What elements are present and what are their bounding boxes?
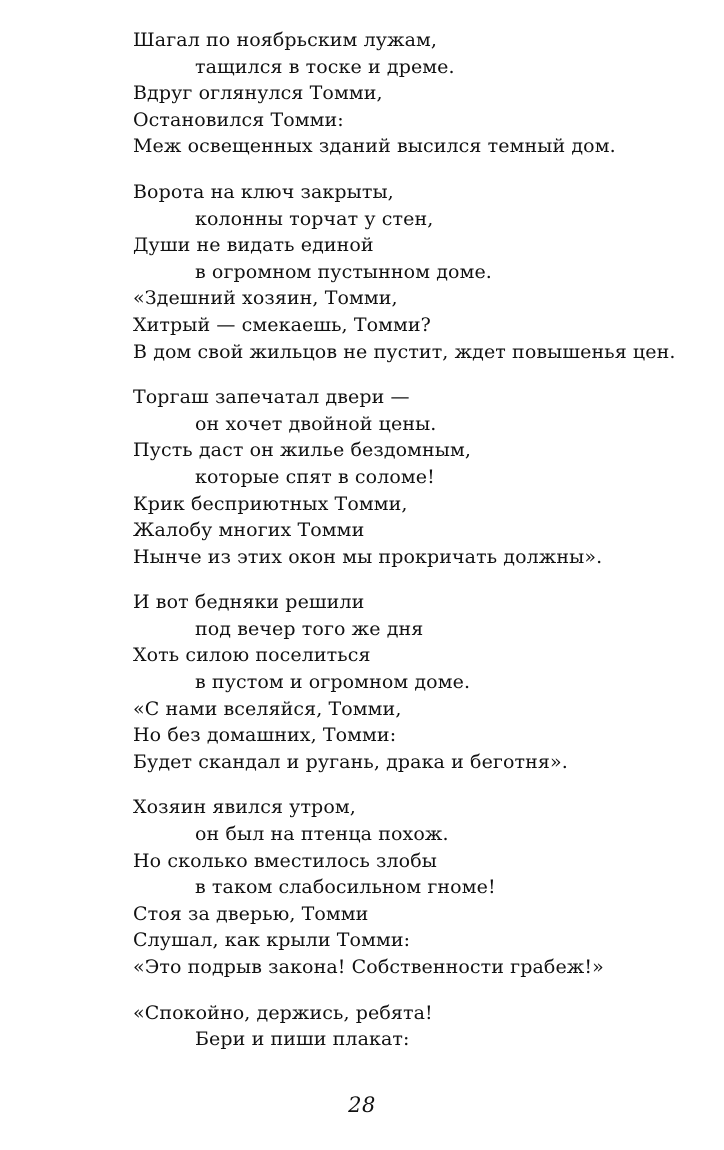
poem-line: в огромном пустынном доме.: [195, 260, 492, 283]
poem-line: Пусть даст он жилье бездомным,: [133, 439, 472, 462]
poem-line: Нынче из этих окон мы прокричать должны».: [133, 545, 603, 568]
poem-line: Ворота на ключ закрыты,: [133, 180, 394, 203]
stanza: [133, 179, 693, 365]
stanza: [133, 384, 693, 570]
poem-line: тащился в тоске и дреме.: [195, 55, 455, 78]
poem-line: Будет скандал и ругань, драка и беготня».: [133, 750, 568, 773]
poem-line: в таком слабосильном гноме!: [195, 876, 496, 899]
poem-line: Стоя за дверью, Томми: [133, 902, 369, 925]
page-number: 28: [348, 1093, 376, 1117]
poem-line: он хочет двойной цены.: [195, 412, 437, 435]
poem-line: Души не видать единой: [133, 234, 374, 257]
poem-line: В дом свой жильцов не пустит, ждет повышенья цен.: [133, 340, 676, 363]
poem-line: Меж освещенных зданий высился темный дом.: [133, 135, 616, 158]
poem-line: Жалобу многих Томми: [133, 519, 365, 542]
stanza: [133, 589, 693, 775]
stanza: [133, 1000, 693, 1053]
stanza: [133, 27, 693, 160]
poem: [133, 27, 693, 1053]
poem-line: Хозяин явился утром,: [133, 796, 356, 819]
poem-line: Крик бесприютных Томми,: [133, 492, 408, 515]
poem-line: Хоть силою поселиться: [133, 644, 371, 667]
poem-line: Слушал, как крыли Томми:: [133, 929, 411, 952]
poem-line: колонны торчат у стен,: [195, 207, 434, 230]
poem-line: «С нами вселяйся, Томми,: [133, 697, 402, 720]
poem-line: Торгаш запечатал двери —: [133, 386, 410, 409]
poem-line: Бери и пиши плакат:: [195, 1028, 410, 1051]
poem-line: «Это подрыв закона! Собственности грабеж!»: [133, 956, 604, 978]
poem-line: Вдруг оглянулся Томми,: [133, 82, 383, 105]
poem-line: под вечер того же дня: [195, 617, 424, 640]
poem-line: Но сколько вместилось злобы: [133, 849, 437, 872]
poem-line: И вот бедняки решили: [133, 591, 365, 614]
poem-line: «Здешний хозяин, Томми,: [133, 287, 398, 310]
poem-line: Остановился Томми:: [133, 108, 344, 131]
stanza: [133, 794, 693, 980]
poem-line: «Спокойно, держись, ребята!: [133, 1001, 433, 1024]
poem-line: Хитрый — смекаешь, Томми?: [133, 313, 431, 336]
poem-line: в пустом и огромном доме.: [195, 671, 471, 694]
poem-line: которые спят в соломе!: [195, 465, 435, 488]
poem-line: он был на птенца похож.: [195, 823, 449, 846]
poem-line: Но без домашних, Томми:: [133, 724, 397, 747]
poem-line: Шагал по ноябрьским лужам,: [133, 29, 438, 51]
